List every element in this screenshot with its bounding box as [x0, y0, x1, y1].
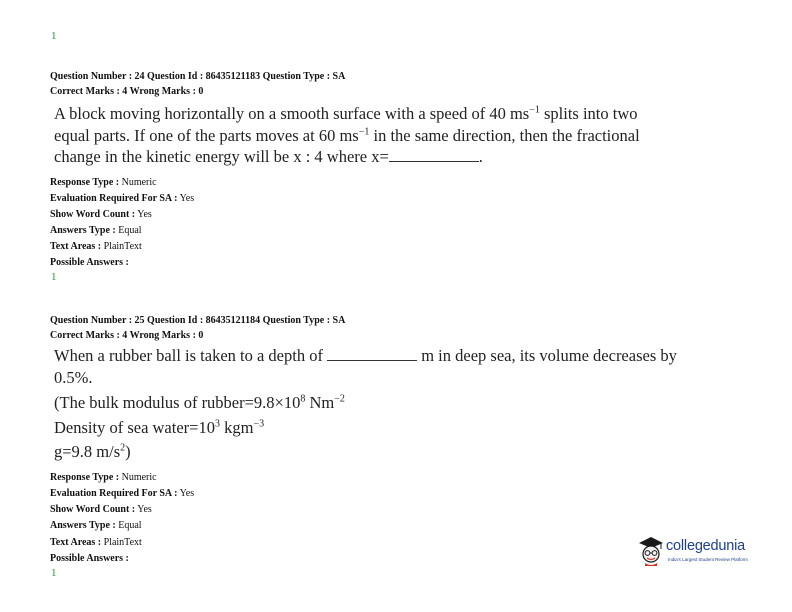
q25-answer-blank — [327, 348, 417, 361]
q25-response-type: Response Type : Numeric — [50, 472, 157, 483]
q25-line-3: (The bulk modulus of $rubber=9.8\times 10^8$ $Nm^{-2}$ — [54, 393, 345, 412]
q24-word-count: Show Word Count : Yes — [50, 209, 152, 220]
top-answer-value: 1 — [51, 30, 57, 42]
q24-header: Question Number : 24 Question Id : 86435121183 Question Type : SA — [50, 71, 346, 82]
q25-word-count: Show Word Count : Yes — [50, 504, 152, 515]
q24-possible-answers: Possible Answers : — [50, 257, 129, 268]
q25-header: Question Number : 25 Question Id : 86435121184 Question Type : SA — [50, 315, 346, 326]
collegedunia-logo — [636, 530, 776, 570]
q25-line-2: 0.5%. — [54, 368, 93, 387]
logo-wordmark: collegedunia — [666, 538, 746, 554]
logo-tagline: India's Largest Student Review Platform — [668, 557, 748, 562]
q24-response-type: Response Type : Numeric — [50, 177, 157, 188]
q25-line-4: Density of sea $water=10^3$ kgm$^{-3}$ — [54, 418, 265, 437]
q25-evaluation: Evaluation Required For SA : Yes — [50, 488, 195, 499]
q24-answer-blank — [389, 149, 479, 162]
q24-answers-type: Answers Type : Equal — [50, 225, 142, 236]
graduate-mascot-icon — [636, 534, 666, 568]
q24-line-1: A block moving horizontally on a smooth surface with a speed of 40 $ms^{-1}$ splits into two — [54, 104, 638, 123]
q24-answer-value: 1 — [51, 271, 57, 283]
q25-possible-answers: Possible Answers : — [50, 553, 129, 564]
q25-line-1: When a rubber ball is taken to a depth of m in deep sea, its volume decreases by — [54, 346, 677, 365]
q25-answer-value: 1 — [51, 567, 57, 579]
q24-line-2: equal parts. If one of the parts moves at 60 $ms^{-1}$ in the same direction, then the fractional — [54, 126, 640, 145]
q25-answers-type: Answers Type : Equal — [50, 520, 142, 531]
q24-marks: Correct Marks : 4 Wrong Marks : 0 — [50, 86, 204, 97]
q24-evaluation: Evaluation Required For SA : Yes — [50, 193, 195, 204]
q24-line-3: change in the kinetic energy will be x : 4 where x= . — [54, 147, 483, 166]
q24-text-areas: Text Areas : PlainText — [50, 241, 142, 252]
q25-text-areas: Text Areas : PlainText — [50, 537, 142, 548]
q25-marks: Correct Marks : 4 Wrong Marks : 0 — [50, 330, 204, 341]
q25-line-5: g=9.8 $m/s^2$) — [54, 442, 131, 461]
